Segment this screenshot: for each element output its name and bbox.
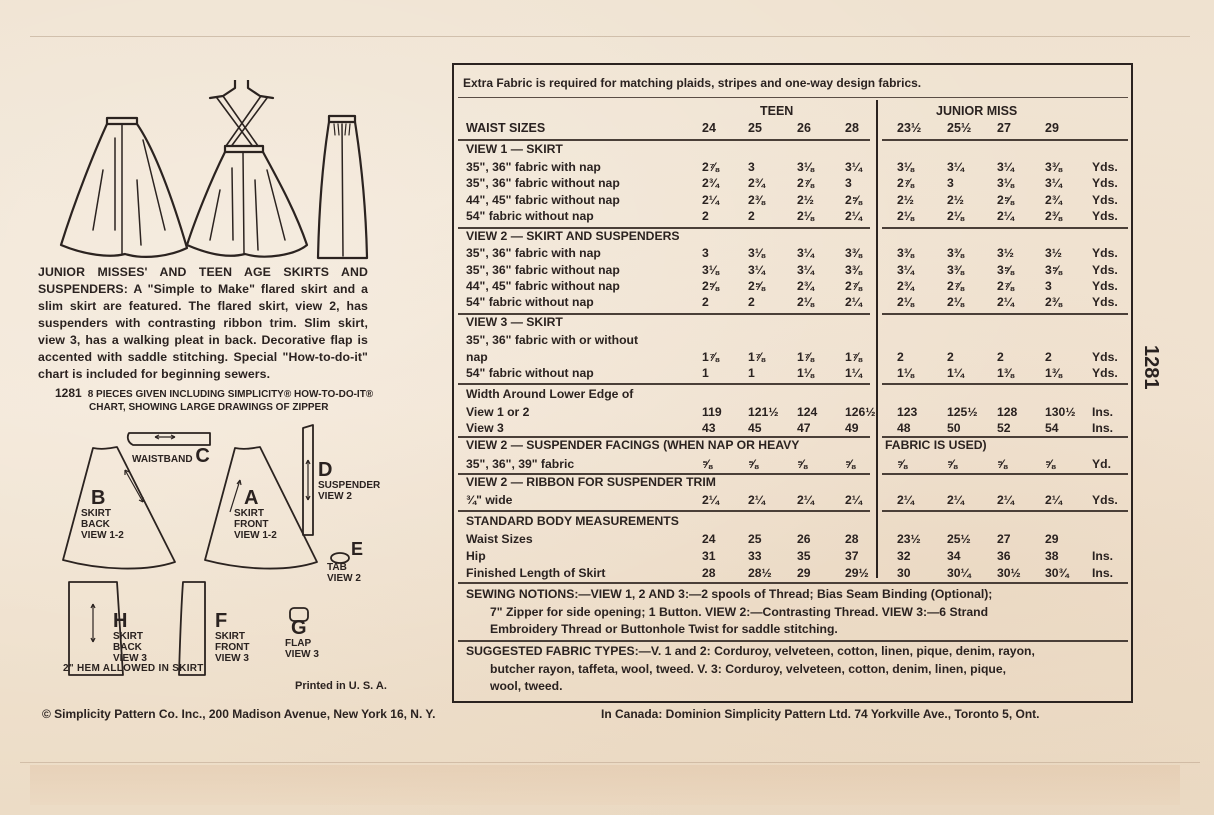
paper-fold-line <box>20 762 1200 763</box>
junior-value: 3¼ <box>897 263 914 277</box>
extra-fabric-note: Extra Fabric is required for matching plaids, stripes and one-way design fabrics. <box>463 76 922 90</box>
teen-value: 2¾ <box>797 279 814 293</box>
teen-value: 47 <box>797 421 811 435</box>
junior-value: 38 <box>1045 549 1059 563</box>
junior-value: 2⅞ <box>947 279 964 293</box>
teen-value: 2¼ <box>845 493 862 507</box>
junior-value: 3⅛ <box>897 160 914 174</box>
teen-value: 28 <box>845 532 859 546</box>
junior-value: 3⅛ <box>997 176 1014 190</box>
piece-g-label: G FLAP VIEW 3 <box>285 617 319 660</box>
teen-value: ⅝ <box>748 457 759 471</box>
teen-value: 1 <box>702 366 709 380</box>
table-row <box>0 420 1214 437</box>
teen-value: 2¼ <box>845 295 862 309</box>
row-label: View 1 or 2 <box>466 405 530 419</box>
teen-value: 35 <box>797 549 811 563</box>
row-unit: Yds. <box>1092 193 1118 207</box>
junior-value: 2½ <box>947 193 964 207</box>
junior-value: 2¼ <box>997 493 1014 507</box>
teen-value: 2⅞ <box>702 160 719 174</box>
teen-value: 2 <box>702 209 709 223</box>
junior-value: 48 <box>897 421 911 435</box>
junior-value: 125½ <box>947 405 978 419</box>
teen-value: 3 <box>845 176 852 190</box>
row-label: Waist Sizes <box>466 532 533 546</box>
description-lead: JUNIOR MISSES' AND TEEN AGE SKIRTS AND SUSPENDERS: <box>38 265 368 296</box>
teen-value: 3¼ <box>797 263 814 277</box>
piece-e-label: E TAB VIEW 2 <box>327 539 364 584</box>
section-title-ribbon: VIEW 2 — RIBBON FOR SUSPENDER TRIM <box>466 475 716 489</box>
junior-value: 30½ <box>997 566 1021 580</box>
junior-value: 1⅛ <box>897 366 914 380</box>
teen-value: 2¼ <box>702 493 719 507</box>
waist-sizes-header: WAIST SIZES 24 25 26 28 23½ 25½ 27 29 <box>466 121 1059 135</box>
junior-value: ⅝ <box>1045 457 1056 471</box>
table-row <box>0 175 1214 192</box>
junior-value: 1⅜ <box>1045 366 1062 380</box>
junior-value: 2⅛ <box>947 295 964 309</box>
piece-a-label: A SKIRT FRONT VIEW 1-2 <box>234 487 277 541</box>
teen-value: 2⅜ <box>748 193 765 207</box>
junior-value: 2 <box>947 350 954 364</box>
teen-value: 2¼ <box>748 493 765 507</box>
junior-value: 2 <box>1045 350 1052 364</box>
divider <box>882 227 1128 229</box>
teen-value: 29½ <box>845 566 869 580</box>
junior-value: 2½ <box>897 193 914 207</box>
junior-value: 25½ <box>947 532 971 546</box>
hem-note: 2" HEM ALLOWED IN SKIRT <box>63 663 204 674</box>
skirt-front-view3-piece-icon <box>179 582 205 675</box>
junior-value: 2⅛ <box>897 295 914 309</box>
row-label: ¾" wide <box>466 493 513 507</box>
table-row <box>0 245 1214 262</box>
row-unit: Yds. <box>1092 246 1118 260</box>
row-unit: Yds. <box>1092 366 1118 380</box>
junior-value: 34 <box>947 549 961 563</box>
junior-value: 2 <box>897 350 904 364</box>
divider <box>458 582 1128 584</box>
junior-value: 1⅜ <box>997 366 1014 380</box>
table-row <box>0 365 1214 382</box>
junior-value: 30 <box>897 566 911 580</box>
divider <box>458 640 1128 642</box>
teen-value: 1⅞ <box>845 350 862 364</box>
suspender-piece-icon <box>303 425 313 535</box>
row-unit: Ins. <box>1092 421 1113 435</box>
row-unit: Ins. <box>1092 566 1113 580</box>
teen-value: 3 <box>748 160 755 174</box>
row-unit: Yds. <box>1092 350 1118 364</box>
row-label: Finished Length of Skirt <box>466 566 606 580</box>
junior-value: 2¾ <box>1045 193 1062 207</box>
teen-value: 3⅜ <box>845 263 862 277</box>
teen-value: 24 <box>702 532 716 546</box>
junior-value: 130½ <box>1045 405 1076 419</box>
footer-canada-address: In Canada: Dominion Simplicity Pattern Ltd. 74 Yorkville Ave., Toronto 5, Ont. <box>601 707 1040 721</box>
junior-value: 2⅞ <box>997 279 1014 293</box>
teen-value: 2⅝ <box>845 193 862 207</box>
divider <box>882 139 1128 141</box>
divider <box>882 313 1128 315</box>
table-row <box>0 192 1214 209</box>
row-label: nap <box>466 350 488 364</box>
teen-value: 29 <box>797 566 811 580</box>
section-title-view3: VIEW 3 — SKIRT <box>466 315 563 329</box>
junior-value: 3¼ <box>947 160 964 174</box>
teen-value: 3¼ <box>797 246 814 260</box>
junior-value: 2¼ <box>897 493 914 507</box>
teen-value: 2¾ <box>748 176 765 190</box>
teen-value: 26 <box>797 532 811 546</box>
size-group-header: TEEN JUNIOR MISS <box>760 104 1018 118</box>
teen-value: 2⅛ <box>797 295 814 309</box>
teen-value: 2 <box>702 295 709 309</box>
junior-value: 2⅜ <box>1045 209 1062 223</box>
junior-value: 2⅞ <box>897 176 914 190</box>
teen-value: 121½ <box>748 405 779 419</box>
teen-value: 3⅛ <box>748 246 765 260</box>
divider <box>458 139 870 141</box>
junior-value: 1¼ <box>947 366 964 380</box>
table-row <box>0 208 1214 225</box>
divider <box>458 383 870 385</box>
table-row <box>0 278 1214 295</box>
junior-value: 32 <box>897 549 911 563</box>
row-unit: Yds. <box>1092 160 1118 174</box>
row-unit: Yd. <box>1092 457 1111 471</box>
junior-value: 3⅜ <box>1045 160 1062 174</box>
junior-value: 2⅛ <box>947 209 964 223</box>
section-title-width: Width Around Lower Edge of <box>466 387 634 401</box>
suggested-fabric-types: SUGGESTED FABRIC TYPES:—V. 1 and 2: Corduroy, velveteen, cotton, linen, pique, denim, rayon, butcher rayon, taffeta, wool, tweed. V. 3: Corduroy, velveteen, cotton, denim, linen, pique, wool, tweed. <box>466 644 1035 693</box>
divider <box>882 383 1128 385</box>
teen-value: 2⅞ <box>797 176 814 190</box>
paper-stain <box>30 765 1180 805</box>
row-label: 35", 36" fabric without nap <box>466 263 620 277</box>
teen-value: 33 <box>748 549 762 563</box>
junior-value: 3¼ <box>1045 176 1062 190</box>
junior-value: 3⅝ <box>997 263 1014 277</box>
junior-value: 30¼ <box>947 566 971 580</box>
row-label: 54" fabric without nap <box>466 209 594 223</box>
section-title-view1: VIEW 1 — SKIRT <box>466 142 563 156</box>
teen-value: 2⅞ <box>845 279 862 293</box>
section-title-facings: VIEW 2 — SUSPENDER FACINGS (WHEN NAP OR HEAVY <box>466 438 800 452</box>
table-row <box>0 456 1214 473</box>
junior-value: 128 <box>997 405 1018 419</box>
junior-value: 3 <box>1045 279 1052 293</box>
table-row <box>0 531 1214 548</box>
pieces-note-line2: CHART, SHOWING LARGE DRAWINGS OF ZIPPER <box>89 402 329 413</box>
printed-in-label: Printed in U. S. A. <box>295 680 387 692</box>
junior-value: 3⅝ <box>1045 263 1062 277</box>
side-pattern-number: 1281 <box>1140 345 1162 390</box>
divider <box>458 510 870 512</box>
teen-value: 49 <box>845 421 859 435</box>
table-row <box>0 262 1214 279</box>
junior-value: 52 <box>997 421 1011 435</box>
junior-value: 50 <box>947 421 961 435</box>
junior-value: 27 <box>997 532 1011 546</box>
teen-value: 2 <box>748 209 755 223</box>
piece-b-label: B SKIRT BACK VIEW 1-2 <box>81 487 124 541</box>
teen-value: 126½ <box>845 405 876 419</box>
teen-value: 3⅛ <box>797 160 814 174</box>
junior-value: 2¼ <box>997 209 1014 223</box>
junior-value: 2¼ <box>997 295 1014 309</box>
junior-value: 23½ <box>897 532 921 546</box>
row-unit: Ins. <box>1092 405 1113 419</box>
teen-value: 1 <box>748 366 755 380</box>
table-row <box>0 159 1214 176</box>
footer-publisher-address: © Simplicity Pattern Co. Inc., 200 Madison Avenue, New York 16, N. Y. <box>42 707 436 721</box>
teen-value: ⅝ <box>845 457 856 471</box>
teen-value: 2¼ <box>702 193 719 207</box>
sewing-notions: SEWING NOTIONS:—VIEW 1, 2 AND 3:—2 spools of Thread; Bias Seam Binding (Optional); 7" Zipper for side opening; 1 Button. VIEW 2:—Contrasting Thread. VIEW 3:—6 Strand Embroidery Thread or Buttonhole Twist for saddle stitching. <box>466 587 993 636</box>
junior-value: 2¾ <box>897 279 914 293</box>
junior-value: 3 <box>947 176 954 190</box>
junior-value: 54 <box>1045 421 1059 435</box>
divider <box>882 473 1128 475</box>
teen-value: 2¼ <box>797 493 814 507</box>
row-unit: Yds. <box>1092 176 1118 190</box>
junior-value: 2¼ <box>1045 493 1062 507</box>
row-label: 35", 36", 39" fabric <box>466 457 575 471</box>
table-row <box>0 565 1214 582</box>
piece-d-label: D SUSPENDER VIEW 2 <box>318 459 381 502</box>
row-unit: Ins. <box>1092 549 1113 563</box>
divider <box>458 97 1128 98</box>
row-label: 54" fabric without nap <box>466 366 594 380</box>
junior-value: ⅝ <box>947 457 958 471</box>
row-label: Hip <box>466 549 486 563</box>
teen-value: 1¼ <box>845 366 862 380</box>
junior-value: 3⅜ <box>897 246 914 260</box>
row-unit: Yds. <box>1092 493 1118 507</box>
section-title-view2: VIEW 2 — SKIRT AND SUSPENDERS <box>466 229 680 243</box>
teen-value: 28½ <box>748 566 772 580</box>
row-label: 35", 36" fabric without nap <box>466 176 620 190</box>
teen-value: 2¼ <box>845 209 862 223</box>
junior-value: 3½ <box>1045 246 1062 260</box>
row-unit: Yds. <box>1092 209 1118 223</box>
teen-value: 1⅞ <box>702 350 719 364</box>
teen-value: ⅝ <box>797 457 808 471</box>
row-label: 54" fabric without nap <box>466 295 594 309</box>
junior-value: 2⅜ <box>1045 295 1062 309</box>
teen-value: 45 <box>748 421 762 435</box>
row-unit: Yds. <box>1092 263 1118 277</box>
junior-value: 2⅛ <box>897 209 914 223</box>
teen-value: 2⅛ <box>797 209 814 223</box>
divider <box>882 510 1128 512</box>
table-row <box>0 404 1214 421</box>
junior-value: 2¼ <box>947 493 964 507</box>
teen-value: 1⅛ <box>797 366 814 380</box>
row-label: 44", 45" fabric without nap <box>466 279 620 293</box>
junior-value: 3⅜ <box>947 246 964 260</box>
table-row <box>0 548 1214 565</box>
teen-value: 2½ <box>797 193 814 207</box>
junior-value: 30¾ <box>1045 566 1069 580</box>
pieces-note-number: 1281 <box>55 386 82 400</box>
row-unit: Yds. <box>1092 295 1118 309</box>
section-title-facings-right: FABRIC IS USED) <box>885 438 987 452</box>
teen-value: 37 <box>845 549 859 563</box>
junior-value: 2⅝ <box>997 193 1014 207</box>
junior-value: 3⅜ <box>947 263 964 277</box>
pieces-note-line1: 8 PIECES GIVEN INCLUDING SIMPLICITY® HOW-TO-DO-IT® <box>87 389 374 400</box>
teen-value: 3¼ <box>845 160 862 174</box>
row-label: 44", 45" fabric without nap <box>466 193 620 207</box>
junior-value: 2 <box>997 350 1004 364</box>
piece-f-label: F SKIRT FRONT VIEW 3 <box>215 610 250 664</box>
piece-c-label: WAISTBAND C <box>132 445 210 467</box>
teen-value: 2⅝ <box>748 279 765 293</box>
teen-value: 119 <box>702 405 722 419</box>
teen-value: 2⅝ <box>702 279 719 293</box>
teen-value: 25 <box>748 532 762 546</box>
table-row <box>0 492 1214 509</box>
teen-value: 2 <box>748 295 755 309</box>
table-row <box>0 294 1214 311</box>
junior-value: 3½ <box>997 246 1014 260</box>
piece-h-label: H SKIRT BACK VIEW 3 <box>113 610 147 664</box>
teen-value: 28 <box>702 566 716 580</box>
row-label: 35", 36" fabric with nap <box>466 246 601 260</box>
junior-value: ⅝ <box>897 457 908 471</box>
view3-label-line1: 35", 36" fabric with or without <box>466 333 639 347</box>
teen-value: 2¾ <box>702 176 719 190</box>
teen-value: 3 <box>702 246 709 260</box>
description-body: A "Simple to Make" flared skirt and a slim skirt are featured. The flared skirt, view 2, has suspenders with contrasting ribbon trim. Slim skirt, view 3, has a walking pleat in back. Decorative flap is accented with saddle stitching. Special "How-to-do-it" chart is included for beginning sewers. <box>38 282 369 381</box>
teen-value: 43 <box>702 421 716 435</box>
junior-value: 3¼ <box>997 160 1014 174</box>
teen-value: 3⅜ <box>845 246 862 260</box>
row-unit: Yds. <box>1092 279 1118 293</box>
row-label: 35", 36" fabric with nap <box>466 160 601 174</box>
junior-value: 36 <box>997 549 1011 563</box>
junior-value: ⅝ <box>997 457 1008 471</box>
row-label: View 3 <box>466 421 504 435</box>
junior-value: 123 <box>897 405 918 419</box>
junior-value: 29 <box>1045 532 1059 546</box>
teen-value: 3¼ <box>748 263 765 277</box>
teen-value: ⅝ <box>702 457 713 471</box>
paper-fold-line <box>30 36 1190 37</box>
teen-value: 31 <box>702 549 716 563</box>
section-title-body-measurements: STANDARD BODY MEASUREMENTS <box>466 514 679 528</box>
teen-value: 3⅛ <box>702 263 719 277</box>
table-row <box>0 349 1214 366</box>
teen-value: 1⅞ <box>748 350 765 364</box>
teen-value: 1⅞ <box>797 350 814 364</box>
teen-value: 124 <box>797 405 818 419</box>
